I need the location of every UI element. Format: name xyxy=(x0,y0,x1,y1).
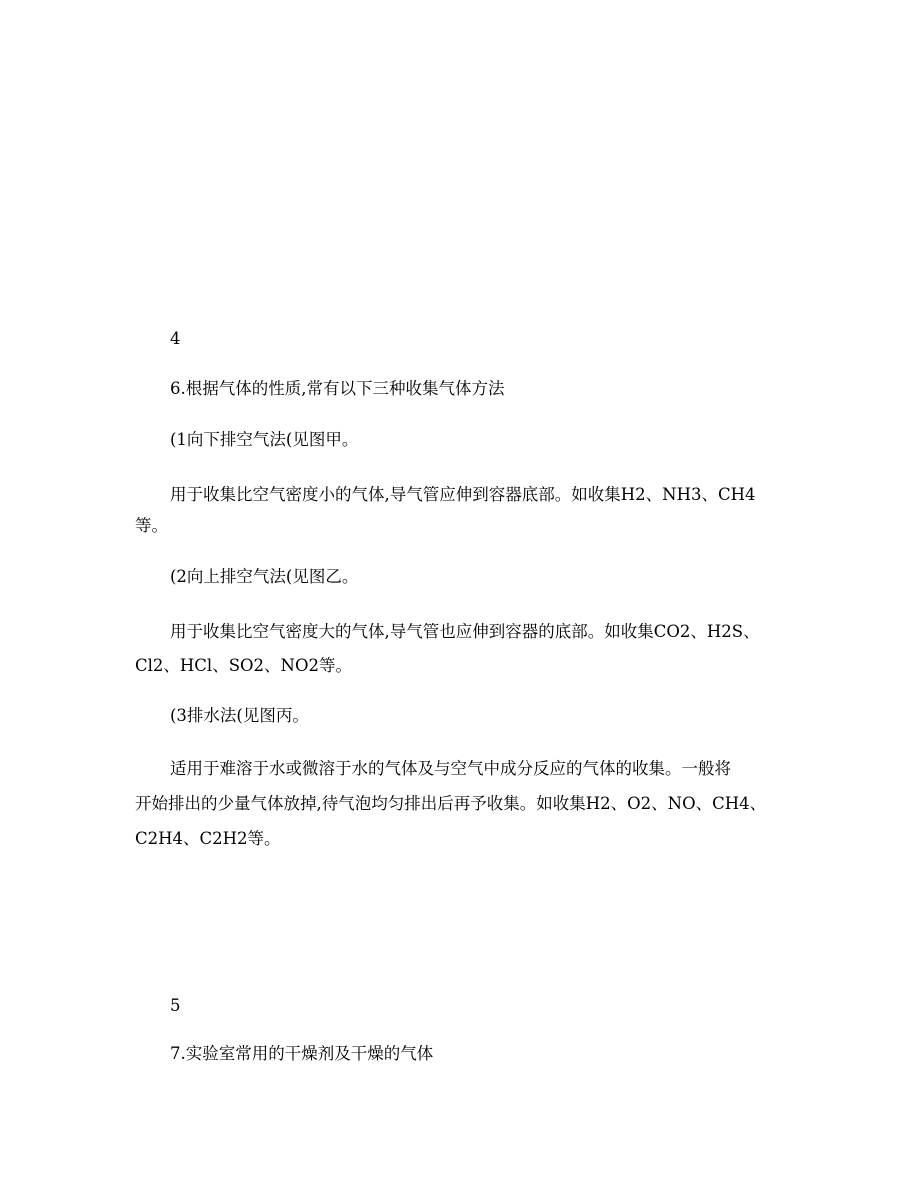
paragraph-line: Cl2、HCl、SO2、NO2等。 xyxy=(135,656,352,675)
subsection-title: (3排水法(见图丙。 xyxy=(170,706,309,725)
subsection-title: (1向下排空气法(见图甲。 xyxy=(170,430,359,449)
paragraph-line: 适用于难溶于水或微溶于水的气体及与空气中成分反应的气体的收集。一般将 xyxy=(170,759,731,778)
section-heading: 6.根据气体的性质,常有以下三种收集气体方法 xyxy=(170,379,505,398)
subsection-title: (2向上排空气法(见图乙。 xyxy=(170,567,359,586)
paragraph-line: 用于收集比空气密度小的气体,导气管应伸到容器底部。如收集H2、NH3、CH4 xyxy=(170,485,756,504)
page-number: 4 xyxy=(170,329,181,348)
section-heading: 7.实验室常用的干燥剂及干燥的气体 xyxy=(170,1044,434,1063)
paragraph-line: C2H4、C2H2等。 xyxy=(135,829,281,848)
page-number: 5 xyxy=(170,996,181,1015)
paragraph-line: 等。 xyxy=(135,516,168,535)
paragraph-line: 用于收集比空气密度大的气体,导气管也应伸到容器的底部。如收集CO2、H2S、 xyxy=(170,622,760,641)
paragraph-line: 开始排出的少量气体放掉,待气泡均匀排出后再予收集。如收集H2、O2、NO、CH4、 xyxy=(135,794,767,813)
